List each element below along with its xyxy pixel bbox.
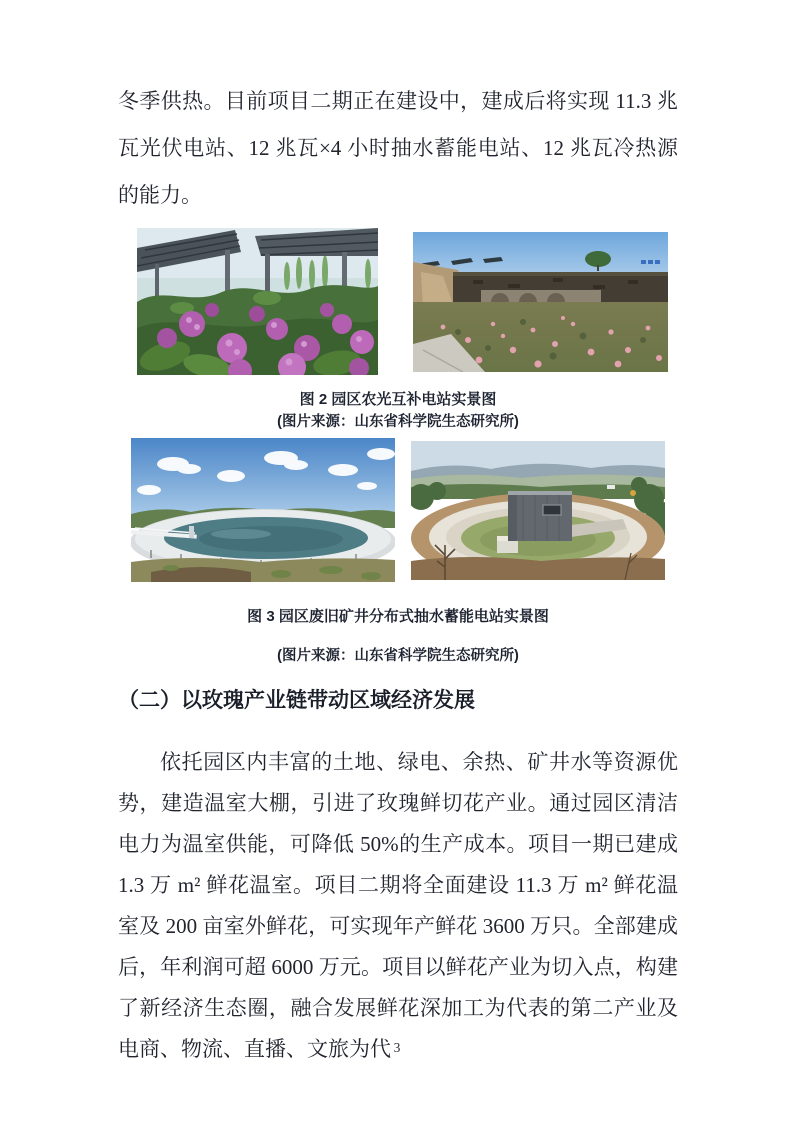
photo-agrivoltaic-flower-greenhouse [137, 228, 378, 375]
photo-upper-reservoir [131, 438, 395, 582]
photo-rose-field [413, 232, 668, 372]
section-heading-rose-industry: （二）以玫瑰产业链带动区域经济发展 [118, 689, 475, 712]
horizon-tree [585, 251, 611, 267]
figure2-caption: 图 2 园区农光互补电站实景图 [299, 391, 497, 408]
wall-arches [481, 290, 601, 302]
paragraph-rose-industry: 依托园区内丰富的土地、绿电、余热、矿井水等资源优势，建造温室大棚，引进了玫瑰鲜切花产业。通过园区清洁电力为温室供能，可降低 50%的生产成本。项目一期已建成 1.3 万 m² 鲜花温室。项目二期将全面建设 11.3 万 m² 鲜花温室及 200 亩室外鲜花，可实现年产鲜花 3600 万只。全部建成后，年利润可超 6000 万元。项目以鲜花产业为切入点，构建了新经济生态圈，融合发展鲜花深加工为代表的第二产业及电商、物流、直播、文旅为代 [118, 750, 678, 1061]
building-window [543, 505, 561, 515]
page-number: 3 [393, 1040, 401, 1055]
powerhouse-building [508, 491, 572, 541]
blue-sign [641, 260, 660, 264]
photo-mine-pit-powerhouse [411, 441, 665, 580]
figure3-source: (图片来源：山东省科学院生态研究所) [277, 648, 519, 664]
figure3-caption: 图 3 园区废旧矿井分布式抽水蓄能电站实景图 [247, 608, 549, 625]
paragraph-winter-heating: 冬季供热。目前项目二期正在建设中，建成后将实现 11.3 兆瓦光伏电站、12 兆瓦×4 小时抽水蓄能电站、12 兆瓦冷热源的能力。 [118, 89, 678, 207]
figure2-source: (图片来源：山东省科学院生态研究所) [277, 414, 519, 430]
excavator [630, 490, 636, 496]
white-truck [607, 485, 615, 489]
